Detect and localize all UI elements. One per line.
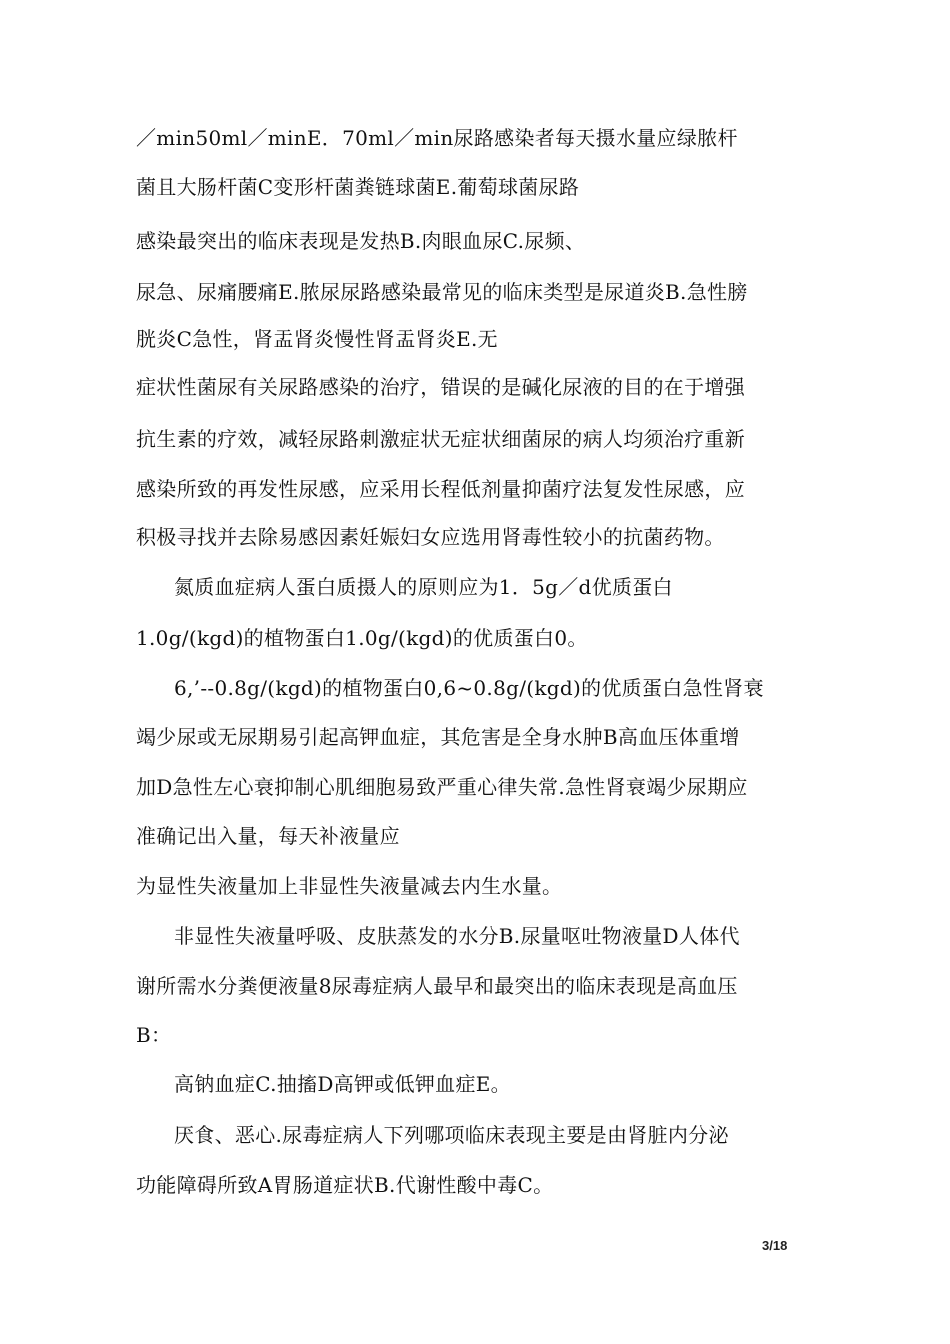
text-line: 1.0g/(kgd)的植物蛋白1.0g/(kgd)的优质蛋白0。 [136,626,588,650]
text-line: 非显性失液量呼吸、皮肤蒸发的水分B.尿量呕吐物液量D人体代 [174,924,740,948]
text-line: 为显性失液量加上非显性失液量减去内生水量。 [136,874,563,898]
text-line: 感染所致的再发性尿感，应采用长程低剂量抑菌疗法复发性尿感，应 [136,477,745,501]
text-line: 尿急、尿痛腰痛E.脓尿尿路感染最常见的临床类型是尿道炎B.急性膀 [136,280,748,304]
text-line: 感染最突出的临床表现是发热B.肉眼血尿C.尿频、 [136,229,586,253]
text-line: 抗生素的疗效，减轻尿路刺激症状无症状细菌尿的病人均须治疗重新 [136,427,745,451]
text-line: 谢所需水分粪便液量8尿毒症病人最早和最突出的临床表现是高血压 [136,974,738,998]
text-line: 6,’--0.8g/(kgd)的植物蛋白0,6~0.8g/(kgd)的优质蛋白急性肾衰 [174,676,764,700]
text-line: 竭少尿或无尿期易引起高钾血症，其危害是全身水肿B高血压体重增 [136,725,740,749]
text-line: B： [136,1023,172,1047]
text-line: 准确记出入量，每天补液量应 [136,824,400,848]
text-line: 积极寻找并去除易感因素妊娠妇女应选用肾毒性较小的抗菌药物。 [136,525,725,549]
text-line: 症状性菌尿有关尿路感染的治疗，错误的是碱化尿液的目的在于增强 [136,375,745,399]
text-line: 氮质血症病人蛋白质摄人的原则应为1．5g／d优质蛋白 [174,575,673,599]
text-line: ／min50ml／minE．70ml／min尿路感染者每天摄水量应绿脓杆 [136,126,738,150]
text-line: 菌且大肠杆菌C变形杆菌粪链球菌E.葡萄球菌尿路 [136,175,580,199]
text-line: 加D急性左心衰抑制心肌细胞易致严重心律失常.急性肾衰竭少尿期应 [136,775,748,799]
text-line: 功能障碍所致A胃肠道症状B.代谢性酸中毒C。 [136,1173,554,1197]
text-line: 厌食、恶心.尿毒症病人下列哪项临床表现主要是由肾脏内分泌 [174,1123,729,1147]
text-line: 高钠血症C.抽搐D高钾或低钾血症E。 [174,1072,511,1096]
text-line: 胱炎C急性，肾盂肾炎慢性肾盂肾炎E.无 [136,327,498,351]
page-number: 3/18 [762,1238,788,1253]
